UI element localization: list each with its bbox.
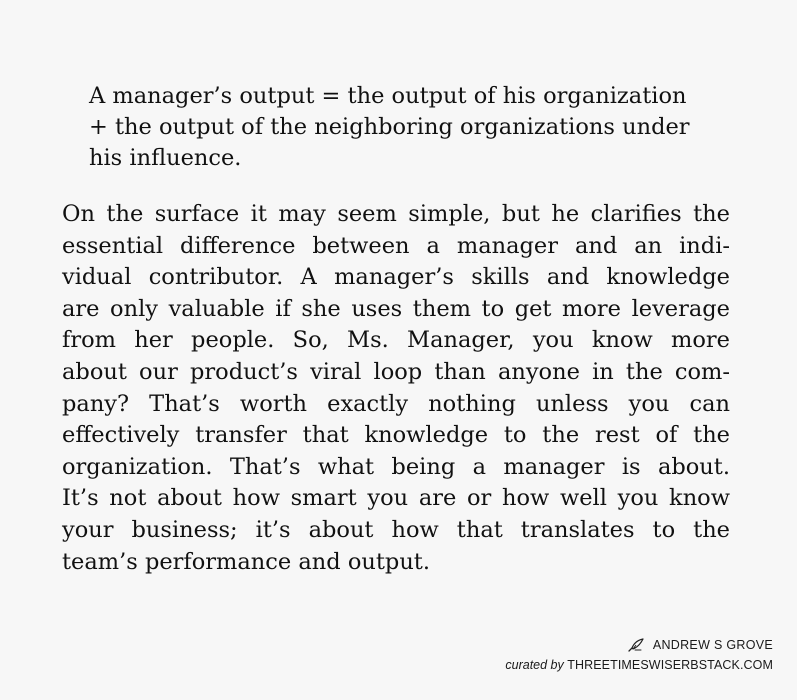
curated-row: [505, 655, 773, 675]
author-name: ANDREW S GROVE: [652, 638, 773, 652]
paragraph-line: effectively transfer that knowledge to the rest of the: [62, 422, 730, 449]
paragraph-line: about our product’s viral loop than anyone in the com-: [62, 358, 730, 385]
quote-line: his influence.: [89, 145, 242, 171]
paragraph-line: It’s not about how smart you are or how well you know: [62, 485, 730, 512]
paragraph-line: from her people. So, Ms. Manager, you know more: [62, 327, 730, 354]
curated-by-label: curated by: [505, 658, 564, 672]
author-row: [505, 635, 773, 655]
paragraph-line: vidual contributor. A manager’s skills and knowledge: [62, 264, 730, 291]
attribution: [505, 635, 773, 675]
body-paragraph: [62, 199, 730, 578]
quote-line: A manager’s output = the output of his organization: [89, 83, 687, 109]
paragraph-line: pany? That’s worth exactly nothing unless you can: [62, 390, 730, 417]
paragraph-line: team’s performance and output.: [62, 548, 430, 575]
source-site: THREETIMESWISERBSTACK.COM: [567, 658, 773, 672]
block-quote: [89, 81, 739, 174]
paragraph-line: are only valuable if she uses them to get more leverage: [62, 295, 730, 322]
paragraph-line: your business; it’s about how that translates to the: [62, 516, 730, 543]
quill-pen-icon: [627, 637, 645, 653]
paragraph-line: organization. That’s what being a manager is about.: [62, 453, 730, 480]
paragraph-line: On the surface it may seem simple, but he clarifies the: [62, 201, 730, 227]
quote-line: + the output of the neighboring organizations under: [89, 114, 690, 140]
paragraph-line: essential difference between a manager and an indi-: [62, 232, 730, 259]
